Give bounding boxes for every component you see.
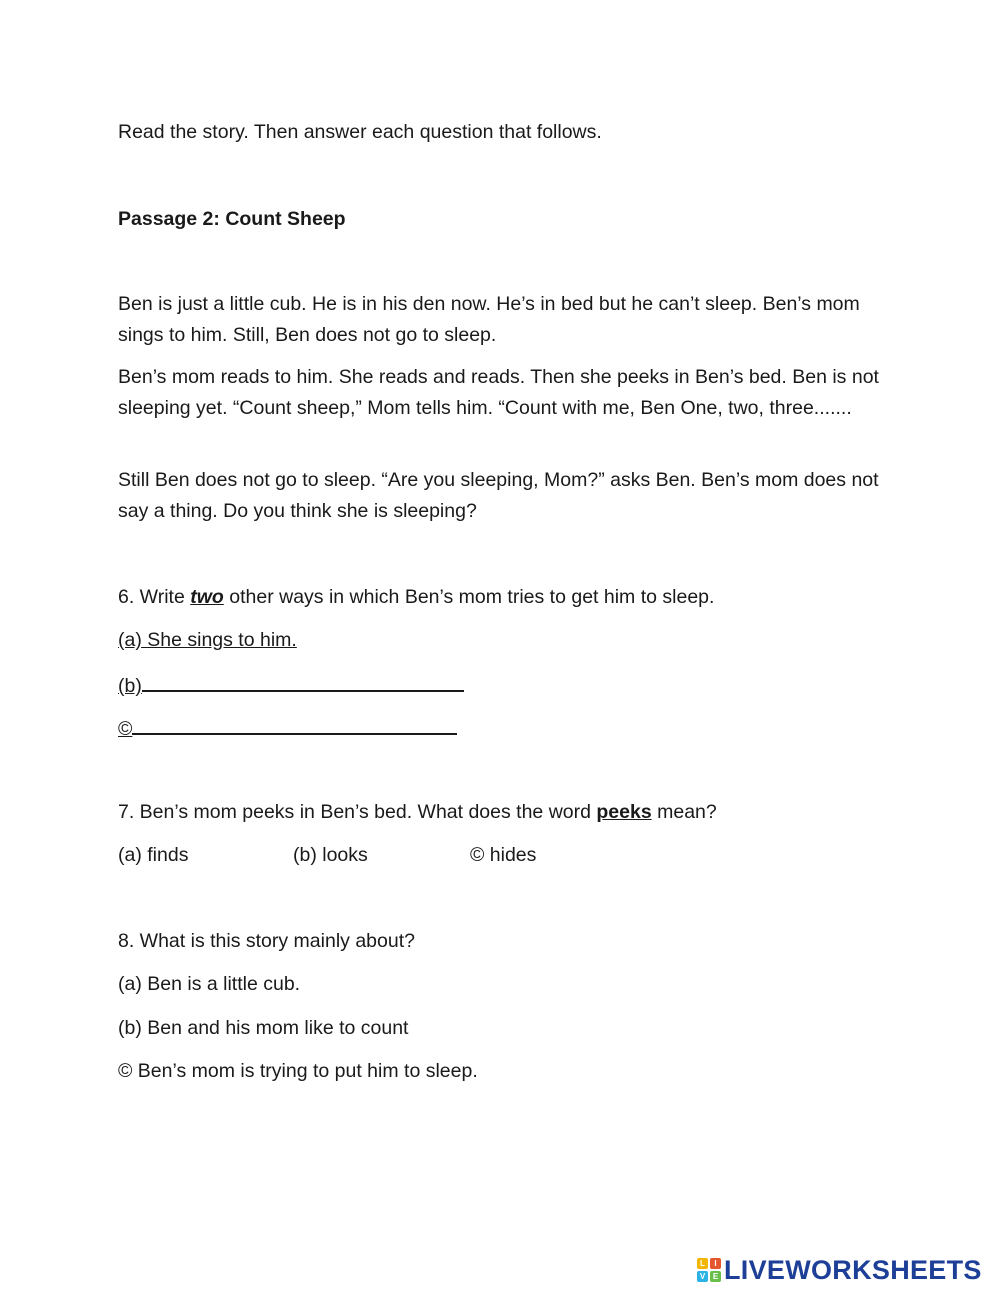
question-6-label-b: (b) [118, 675, 142, 697]
answer-b-blank[interactable] [142, 668, 464, 692]
question-7-option-a[interactable]: (a) finds [118, 844, 189, 866]
logo-mark-icon [697, 1258, 721, 1282]
question-8-option-b[interactable]: (b) Ben and his mom like to count [118, 1017, 409, 1039]
logo-text: LIVEWORKSHEETS [724, 1254, 982, 1285]
logo-tile-1: L [697, 1258, 708, 1269]
question-6-answer-b-row [118, 668, 464, 701]
answer-c-blank[interactable] [132, 711, 457, 735]
question-7-suffix: mean? [651, 801, 717, 823]
logo-tile-2: I [710, 1258, 721, 1269]
question-7-keyword: peeks [596, 801, 652, 823]
question-6-label-c: © [118, 718, 133, 740]
passage-paragraph-1: Ben is just a little cub. He is in his den now. He’s in bed but he can’t sleep. Ben’s mom sings to him. Still, Ben does not go to sleep. [118, 293, 860, 346]
question-8: 8. What is this story mainly about? [118, 930, 415, 952]
question-7-option-b[interactable]: (b) looks [293, 844, 368, 866]
instructions: Read the story. Then answer each question that follows. [118, 121, 602, 143]
question-6-answer-c-row [118, 711, 457, 744]
question-6-prefix: 6. Write [118, 586, 191, 608]
question-7 [118, 797, 717, 827]
logo-tile-4: E [710, 1271, 721, 1282]
question-6 [118, 582, 714, 612]
question-7-prefix: 7. Ben’s mom peeks in Ben’s bed. What does the word [118, 801, 597, 823]
passage-paragraph-3: Still Ben does not go to sleep. “Are you sleeping, Mom?” asks Ben. Ben’s mom does not say a thing. Do you think she is sleeping? [118, 469, 879, 522]
question-6-suffix: other ways in which Ben’s mom tries to get him to sleep. [223, 586, 715, 608]
logo-tile-3: V [697, 1271, 708, 1282]
question-8-option-c[interactable]: © Ben’s mom is trying to put him to sleep. [118, 1060, 478, 1082]
liveworksheets-logo [697, 1253, 982, 1287]
passage-title: Passage 2: Count Sheep [118, 208, 346, 230]
passage-paragraph-2: Ben’s mom reads to him. She reads and reads. Then she peeks in Ben’s bed. Ben is not sleeping yet. “Count sheep,” Mom tells him. “Count with me, Ben One, two, three....... [118, 366, 879, 419]
question-7-option-c[interactable]: © hides [470, 844, 537, 866]
question-8-option-a[interactable]: (a) Ben is a little cub. [118, 973, 301, 995]
question-6-emphasis: two [190, 586, 224, 608]
question-6-answer-a: (a) She sings to him. [118, 629, 297, 651]
